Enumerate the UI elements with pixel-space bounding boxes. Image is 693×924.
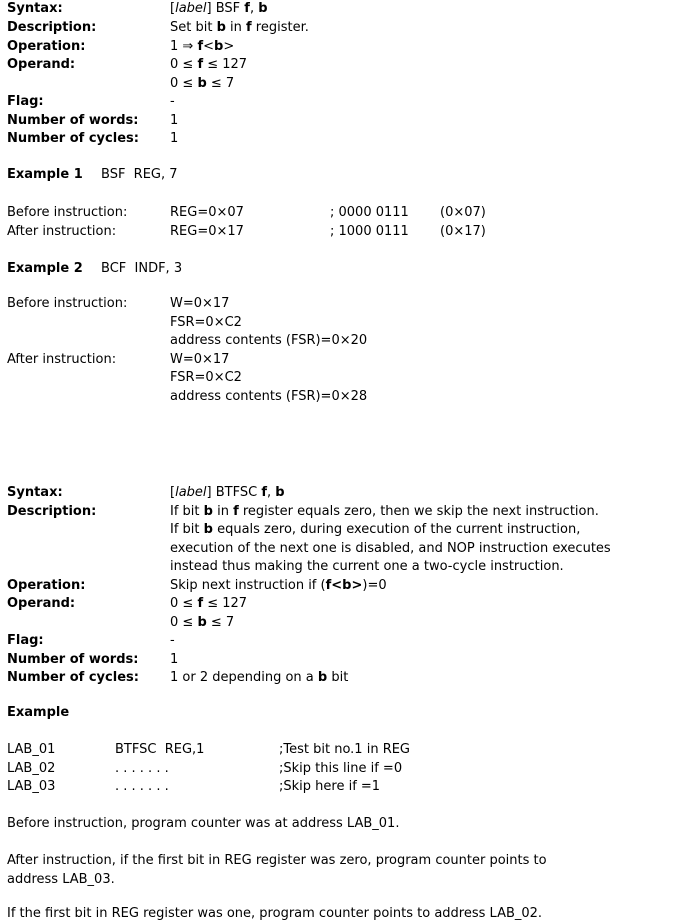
desc-text: equals zero, during execution of the current instruction,: [212, 522, 581, 537]
operand-text: 0 ≤: [170, 57, 198, 72]
desc-text: in: [212, 503, 234, 519]
btfsc-words-value: 1: [170, 651, 179, 667]
bsf-operand-label: Operand:: [7, 57, 76, 72]
example1-after-comment: ; 1000 0111: [330, 223, 409, 239]
bsf-description-value: [170, 19, 309, 38]
example1-before-comment: ; 0000 0111: [330, 205, 409, 220]
desc-b: b: [216, 20, 226, 35]
example3-row-label: LAB_02: [7, 760, 56, 776]
operand-b: b: [275, 485, 285, 500]
op-text: Skip next instruction if (: [170, 577, 326, 593]
example3-row-comment: ;Test bit no.1 in REG: [279, 742, 411, 757]
op-gt: >: [223, 38, 235, 54]
syntax-mnemonic: ] BTFSC: [206, 485, 262, 500]
example1-before-label: Before instruction:: [7, 205, 128, 220]
example3-title: Example: [7, 705, 70, 720]
desc-text: register equals zero, then we skip the next instruction.: [238, 503, 599, 519]
btfsc-syntax-value: [170, 484, 285, 503]
op-gt: >: [351, 577, 363, 593]
btfsc-syntax-label: Syntax:: [7, 485, 63, 500]
operand-text: 0 ≤: [170, 75, 198, 91]
example1-before-value: REG=0×07: [170, 205, 244, 220]
btfsc-description-line3: execution of the next one is disabled, and NOP instruction executes: [170, 540, 611, 556]
bsf-cycles-value: 1: [170, 131, 179, 146]
example2-after-line: FSR=0×C2: [170, 370, 242, 385]
cycles-b: b: [317, 670, 328, 685]
example1-after-value: REG=0×17: [170, 223, 244, 239]
btfsc-operation-label: Operation:: [7, 577, 86, 593]
btfsc-description-line4: instead thus making the current one a two-cycle instruction.: [170, 559, 564, 574]
example2-code: BCF INDF, 3: [101, 261, 183, 276]
syntax-mnemonic: ] BSF: [206, 1, 245, 16]
op-f: f: [197, 38, 204, 54]
operand-f: f: [244, 1, 250, 16]
bsf-flag-value: -: [170, 94, 175, 109]
label-word: label: [175, 1, 207, 16]
btfsc-description-line2: [170, 521, 580, 540]
desc-text: Set bit: [170, 20, 217, 35]
op-text: 1 ⇒: [170, 38, 198, 54]
example3-row-label: LAB_01: [7, 742, 56, 757]
syntax-comma: ,: [249, 1, 259, 16]
example2-before-label: Before instruction:: [7, 296, 128, 311]
op-f: f: [325, 577, 332, 593]
bsf-operand-line1: [170, 56, 247, 75]
bsf-flag-label: Flag:: [7, 94, 44, 109]
bracket-open: [: [170, 1, 176, 16]
operand-f: f: [261, 485, 267, 500]
operand-f: f: [197, 596, 204, 611]
desc-text: If bit: [170, 503, 204, 519]
example1-title: Example 1: [7, 167, 83, 182]
example3-row-instr: . . . . . . .: [115, 779, 169, 794]
bracket-open: [: [170, 485, 176, 500]
example1-heading: [7, 166, 83, 185]
btfsc-operand-label: Operand:: [7, 596, 76, 611]
bsf-operation-value: [170, 38, 234, 57]
op-text: )=0: [362, 577, 387, 593]
example3-paragraph-before: Before instruction, program counter was at address LAB_01.: [7, 816, 400, 831]
example2-before-line: W=0×17: [170, 296, 230, 311]
bsf-words-value: 1: [170, 112, 179, 128]
example2-before-line: FSR=0×C2: [170, 314, 242, 330]
operand-text: ≤ 127: [203, 596, 248, 611]
example2-title: Example 2: [7, 261, 83, 276]
bsf-cycles-label: Number of cycles:: [7, 131, 139, 146]
label-word: label: [175, 485, 207, 500]
bsf-words-label: Number of words:: [7, 112, 139, 128]
example3-row-instr: BTFSC REG,1: [115, 742, 205, 757]
desc-b: b: [203, 522, 213, 537]
desc-b: b: [203, 503, 213, 519]
btfsc-cycles-value: [170, 669, 348, 688]
example3-row-instr: . . . . . . .: [115, 760, 169, 776]
operand-text: ≤ 7: [206, 75, 235, 91]
syntax-comma: ,: [266, 485, 276, 500]
bsf-syntax-label: Syntax:: [7, 1, 63, 16]
example2-after-line: W=0×17: [170, 351, 230, 367]
operand-text: ≤ 127: [203, 57, 248, 72]
cycles-text: bit: [327, 670, 349, 685]
btfsc-description-label: Description:: [7, 503, 97, 519]
op-b: b: [214, 38, 224, 54]
example3-paragraph-one: If the first bit in REG register was one, program counter points to address LAB_02.: [7, 906, 543, 921]
btfsc-operation-value: [170, 577, 387, 596]
bsf-operand-line2: [170, 75, 234, 94]
cycles-text: 1 or 2 depending on a: [170, 670, 318, 685]
example3-row-comment: ;Skip here if =1: [279, 779, 381, 794]
example3-row-label: LAB_03: [7, 779, 56, 794]
desc-f: f: [233, 503, 239, 519]
bsf-syntax-value: [170, 0, 268, 19]
btfsc-operand-line2: [170, 614, 234, 633]
btfsc-operand-line1: [170, 595, 247, 614]
example1-code: BSF REG, 7: [101, 167, 178, 182]
op-lt: <: [331, 577, 343, 593]
example3-row-comment: ;Skip this line if =0: [279, 760, 403, 776]
op-b: b: [342, 577, 352, 593]
bsf-operation-label: Operation:: [7, 38, 86, 54]
operand-b: b: [197, 75, 207, 91]
example2-before-line: address contents (FSR)=0×20: [170, 333, 368, 348]
example2-after-line: address contents (FSR)=0×28: [170, 388, 368, 404]
example3-paragraph-after-line1: After instruction, if the first bit in REG register was zero, program counter points to: [7, 853, 547, 868]
operand-text: ≤ 7: [206, 614, 235, 630]
operand-b: b: [258, 1, 268, 16]
btfsc-flag-label: Flag:: [7, 633, 44, 648]
desc-text: If bit: [170, 522, 204, 537]
example1-after-label: After instruction:: [7, 223, 117, 239]
op-lt: <: [203, 38, 214, 54]
btfsc-cycles-label: Number of cycles:: [7, 670, 139, 685]
operand-f: f: [197, 57, 204, 72]
desc-text: in: [225, 20, 247, 35]
operand-text: 0 ≤: [170, 596, 198, 611]
desc-text: register.: [251, 20, 309, 35]
example2-after-label: After instruction:: [7, 351, 117, 367]
operand-b: b: [197, 614, 207, 630]
btfsc-description-line1: [170, 503, 599, 522]
example2-heading: [7, 260, 83, 279]
example3-paragraph-after-line2: address LAB_03.: [7, 871, 115, 887]
btfsc-words-label: Number of words:: [7, 651, 139, 667]
btfsc-flag-value: -: [170, 633, 175, 648]
operand-text: 0 ≤: [170, 614, 198, 630]
bsf-description-label: Description:: [7, 20, 97, 35]
example1-before-hex: (0×07): [440, 205, 486, 220]
desc-f: f: [246, 20, 252, 35]
example1-after-hex: (0×17): [440, 223, 486, 239]
